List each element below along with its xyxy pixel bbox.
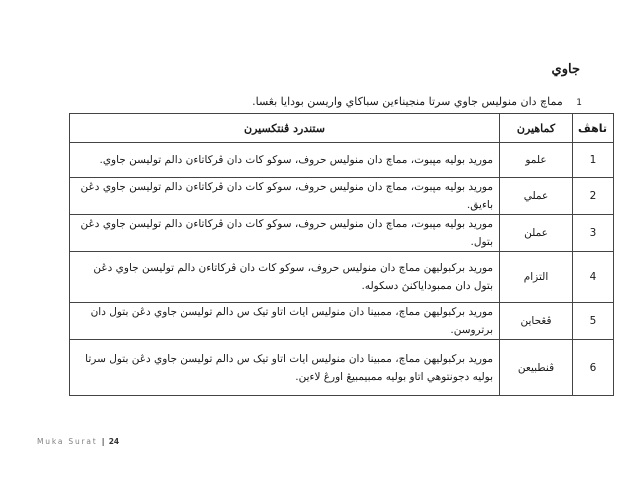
intro-text: مماچ دان منوليس جاوي سرتا منجيناءين سباکاي واريسن بودايا بڠسا. [252, 95, 563, 108]
page-number: 24 [108, 437, 120, 446]
standard-cell: موريد برکبوليهن مماچ، ممبينا دان منوليس ايات اتاو تيک س دالم توليسن جاوي دڠن بتول دان برتروسن. [70, 303, 500, 340]
footer-separator: | [101, 437, 105, 446]
header-standard: ستندرد ڤنتکسيرن [70, 114, 500, 143]
table-row [70, 143, 614, 178]
skill-cell: ڤنطبيعن [500, 340, 573, 396]
intro-number: 1 [576, 98, 582, 108]
skill-cell: ڤڠحاين [500, 303, 573, 340]
page-footer [37, 437, 119, 446]
standard-cell: موريد بوليه مڽبوت، مماچ دان منوليس حروف، سوکو کات دان ڤرکاتاءن دالم توليسن جاوي دڠن باءيق. [70, 178, 500, 215]
table-row [70, 215, 614, 252]
skill-cell: عملي [500, 178, 573, 215]
level-cell: 3 [573, 215, 614, 252]
standard-cell: موريد بوليه مڽبوت، مماچ دان منوليس حروف، سوکو کات دان ڤرکاتاءن دالم توليسن جاوي. [70, 143, 500, 178]
skill-cell: التزام [500, 252, 573, 303]
table-row [70, 303, 614, 340]
level-cell: 2 [573, 178, 614, 215]
table-row [70, 252, 614, 303]
table-row [70, 340, 614, 396]
table-row [70, 178, 614, 215]
page-title: جاوي [551, 62, 580, 77]
performance-standard-table [69, 113, 614, 396]
level-cell: 1 [573, 143, 614, 178]
skill-cell: علمو [500, 143, 573, 178]
level-cell: 5 [573, 303, 614, 340]
header-level: تاهڤ [573, 114, 614, 143]
standard-cell: موريد برکبوليهن مماچ، ممبينا دان منوليس ايات اتاو تيک س دالم توليسن جاوي دڠن بتول سرتا بوليه دجونتوهي اتاو بوليه ممبيمبيڠ اورڠ لاءين. [70, 340, 500, 396]
table-header-row [70, 114, 614, 143]
standard-cell: موريد برکبوليهن مماچ دان منوليس حروف، سوکو کات دان ڤرکاتاءن دالم توليسن جاوي دڠن بتول دان ممبوداياکنڽ دسکوله. [70, 252, 500, 303]
level-cell: 6 [573, 340, 614, 396]
header-skill: کماهيرن [500, 114, 573, 143]
standard-cell: موريد بوليه مڽبوت، مماچ دان منوليس حروف، سوکو کات دان ڤرکاتاءن دالم توليسن جاوي دڠن بتول. [70, 215, 500, 252]
level-cell: 4 [573, 252, 614, 303]
footer-label: Muka Surat [37, 437, 98, 446]
intro-statement [252, 95, 582, 108]
skill-cell: عملن [500, 215, 573, 252]
